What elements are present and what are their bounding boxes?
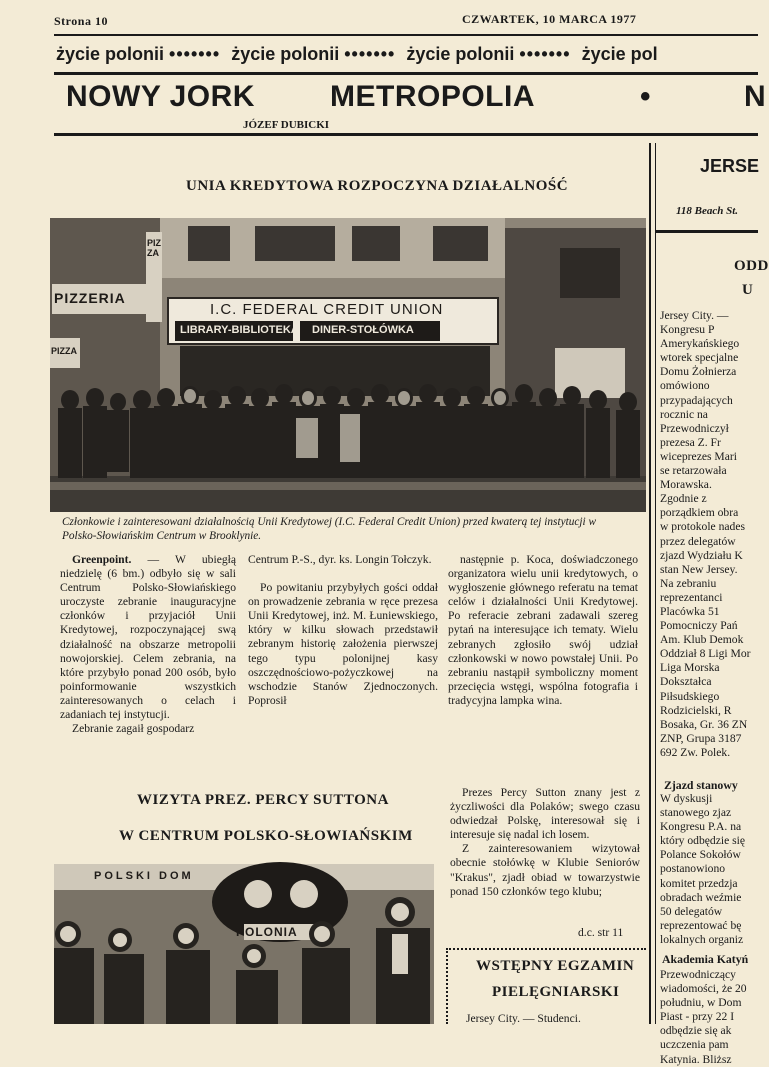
sidebar-line: wiceprezes Mari bbox=[660, 449, 737, 463]
sidebar-subhead-akademia: Akademia Katyń bbox=[662, 952, 749, 966]
article2-headline-line2: W CENTRUM POLSKO-SŁOWIAŃSKIM bbox=[119, 828, 413, 844]
article1-col2-text: Centrum P.-S., dyr. ks. Longin Tołczyk. bbox=[248, 553, 432, 566]
photo-caption: Członkowie i zainteresowani działalnością Unii Kredytowej (I.C. Federal Credit Union) przed kwaterą tej instytucji w Polsko-Słowiańskim Centrum w Brooklynie. bbox=[62, 516, 597, 542]
sidebar-line: stan New Jersey. bbox=[660, 562, 738, 576]
masthead-rule bbox=[54, 133, 758, 136]
sidebar-line: Przewodniczący bbox=[660, 968, 736, 981]
sidebar-line: omówiono bbox=[660, 379, 710, 393]
article1-col2-text2: Po powitaniu przybyłych gości oddał on prowadzenie zebrania w ręce prezesa Unii Kredytowej, inż. M. Łuniewskiego, który w kilku słowach przedstawił zebranym historię założenia pierwszej tego typu polonijnej kasy oszczędnościowo-pożyczkowej na wschodzie Stanów Zjednoczonych. Poprosił bbox=[248, 581, 438, 707]
sidebar-headline-line1: ODD bbox=[734, 258, 769, 274]
sidebar-line: lokalnych organiz bbox=[660, 932, 744, 946]
sidebar-line: Dokształca bbox=[660, 675, 712, 689]
article1-photo bbox=[50, 218, 646, 512]
sign-pizza-vertical: PIZZA bbox=[147, 238, 162, 258]
sidebar-line: reprezentować bę bbox=[660, 918, 742, 932]
sidebar-line: rocznic na bbox=[660, 407, 708, 421]
article1-col1-text2: Zebranie zagaił gospodarz bbox=[72, 722, 195, 736]
sidebar-line: odbędzie się ak bbox=[660, 1024, 732, 1038]
article1-col1-text: — W ubiegłą niedzielę (6 bm.) odbyło się w sali Centrum Polsko-Słowiańskiego uroczyste zebranie inauguracyjne członków i przyjaciół Unii Kredytowej, rozpoczynającej swą działalność na obszarze metropolii nowojorskiej. Celem zebrania, na które przybyło ponad 200 osób, było poinformowanie wszystkich zainteresowanych o celach i zadaniach tej instytucji. bbox=[60, 553, 236, 722]
sign-credit-union: I.C. FEDERAL CREDIT UNION bbox=[210, 301, 444, 318]
continued-note: d.c. str 11 bbox=[578, 926, 624, 939]
sidebar-line: 50 delegatów bbox=[660, 904, 723, 918]
storefront-image bbox=[50, 218, 646, 512]
masthead-bullet: • bbox=[640, 80, 652, 113]
sidebar-line: postanowiono bbox=[660, 862, 726, 876]
box-border-left bbox=[446, 948, 448, 1024]
banner-item: życie pol bbox=[581, 44, 658, 64]
sidebar-line: Katynia. Bliższ bbox=[660, 1052, 732, 1066]
sidebar-rule bbox=[656, 230, 758, 233]
box-border-top bbox=[446, 948, 646, 950]
sidebar-line: W dyskusji bbox=[660, 792, 713, 805]
byline: JÓZEF DUBICKI bbox=[243, 119, 330, 131]
article1-column-1 bbox=[60, 553, 236, 736]
sidebar-line: uczczenia pam bbox=[660, 1038, 729, 1052]
sidebar-line: obradach weźmie bbox=[660, 890, 742, 904]
sidebar-line: komitet przedzja bbox=[660, 876, 738, 890]
sidebar-line: przypadających bbox=[660, 393, 733, 407]
sidebar-line: przez delegatów bbox=[660, 534, 736, 548]
sidebar-line: Oddział 8 Ligi Mor bbox=[660, 647, 751, 661]
sidebar-line: który odbędzie się bbox=[660, 834, 745, 848]
sidebar-line: porządkiem obra bbox=[660, 506, 739, 520]
sidebar-line: Na zebraniu bbox=[660, 576, 717, 590]
sidebar-line: Domu Żołnierza bbox=[660, 365, 737, 379]
banner-item: życie polonii bbox=[56, 44, 165, 64]
sign-polonia: POLONIA bbox=[236, 925, 298, 939]
sidebar-line: Morawska. bbox=[660, 478, 712, 492]
article3-headline-line1: WSTĘPNY EGZAMIN bbox=[476, 958, 635, 974]
sign-pizzeria: PIZZERIA bbox=[54, 290, 126, 306]
masthead-left: NOWY JORK bbox=[66, 80, 255, 113]
sidebar-subhead-zjazd: Zjazd stanowy bbox=[664, 778, 738, 792]
article2-text2: Z zainteresowaniem wizytował obecnie stołówkę w Klubie Seniorów "Krakus", zjadł obiad w towarzystwie ponad 150 członków tego klubu; bbox=[450, 842, 640, 898]
article1-column-3 bbox=[448, 553, 638, 708]
column-divider bbox=[649, 143, 651, 1024]
sidebar-address: 118 Beach St. bbox=[676, 205, 739, 217]
article2-text: Prezes Percy Sutton znany jest z życzliwości dla Polaków; swego czasu odwiedzał Polskę, interesował się i interesuje się nadal ich losem. bbox=[450, 786, 640, 842]
sidebar-line: prezesa Z. Fr bbox=[660, 435, 721, 449]
sidebar-line: Pomocniczy Pań bbox=[660, 619, 738, 633]
sidebar-line: wtorek specjalne bbox=[660, 351, 739, 365]
sidebar-headline-line2: U bbox=[742, 282, 754, 298]
sidebar-line: Placówka 51 bbox=[660, 604, 720, 618]
header-rule bbox=[54, 34, 758, 36]
sidebar-line: Jersey City. — bbox=[660, 309, 729, 322]
sidebar-column bbox=[660, 309, 758, 760]
sidebar-line: w protokole nades bbox=[660, 520, 746, 534]
sidebar-line: Polance Sokołów bbox=[660, 848, 741, 862]
reception-image bbox=[54, 864, 434, 1024]
banner-item: życie polonii bbox=[406, 44, 515, 64]
sidebar-line: Zgodnie z bbox=[660, 492, 707, 506]
dateline: Greenpoint. bbox=[72, 553, 132, 566]
sidebar-line: Bosaka, Gr. 36 ZN bbox=[660, 717, 748, 731]
sidebar-line: Am. Klub Demok bbox=[660, 633, 744, 647]
article3-text: Jersey City. — Studenci. bbox=[466, 1012, 581, 1025]
sidebar-line: Przewodniczył bbox=[660, 421, 729, 435]
sidebar-line: se retarzowała bbox=[660, 464, 727, 478]
page-number: Strona 10 bbox=[54, 14, 108, 28]
banner-dots: ••••••• bbox=[519, 44, 571, 64]
sidebar-line: Amerykańskiego bbox=[660, 337, 740, 351]
sidebar-line: Kongresu P bbox=[660, 323, 715, 337]
sidebar-column-3 bbox=[660, 968, 758, 1067]
banner-item: życie polonii bbox=[231, 44, 340, 64]
masthead-center: METROPOLIA bbox=[330, 80, 535, 113]
article2-headline-line1: WIZYTA PREZ. PERCY SUTTONA bbox=[137, 792, 389, 808]
sidebar-line: wiadomości, że 20 bbox=[660, 982, 747, 996]
sidebar-line: Piłsudskiego bbox=[660, 689, 720, 703]
sidebar-line: 692 Zw. Polek. bbox=[660, 745, 731, 759]
banner-dots: ••••••• bbox=[169, 44, 221, 64]
banner-dots: ••••••• bbox=[344, 44, 396, 64]
article1-column-2 bbox=[248, 553, 438, 708]
article2-photo bbox=[54, 864, 434, 1024]
masthead-edge: N bbox=[744, 80, 767, 113]
sidebar-line: Liga Morska bbox=[660, 661, 720, 675]
article1-col3-text: następnie p. Koca, doświadczonego organizatora wielu unii kredytowych, o wygłoszenie głównego referatu na temat celów i działalności Unii Kredytowej. Po referacie zebrani zadawali szereg pytań na interesujące ich tematy. Wielu zebranych zgłosiło swój udział członkowski w nowo powstałej Unii. Po zebraniu nastąpił symboliczny moment przecięcia wstęgi, wspólna fotografia i tradycyjna lampka wina. bbox=[448, 553, 638, 707]
issue-date: CZWARTEK, 10 MARCA 1977 bbox=[462, 12, 637, 26]
article2-column bbox=[450, 786, 640, 899]
article3-headline-line2: PIELĘGNIARSKI bbox=[492, 984, 620, 1000]
column-divider bbox=[655, 143, 656, 1024]
sidebar-line: zjazd Wydziału K bbox=[660, 548, 743, 562]
sidebar-column-2 bbox=[660, 792, 758, 947]
article1-headline: UNIA KREDYTOWA ROZPOCZYNA DZIAŁALNOŚĆ bbox=[186, 178, 569, 194]
banner-rule bbox=[54, 72, 758, 75]
sidebar-line: Kongresu P.A. na bbox=[660, 820, 742, 834]
sign-diner: DINER-STOŁÓWKA bbox=[312, 324, 414, 336]
sidebar-title: JERSE bbox=[700, 156, 760, 176]
sign-library: LIBRARY-BIBLIOTEKA bbox=[180, 324, 299, 336]
sidebar-line: południu, w Dom bbox=[660, 996, 742, 1010]
sidebar-line: Piast - przy 22 I bbox=[660, 1010, 735, 1024]
section-banner bbox=[56, 44, 658, 65]
sign-pizza-small: PIZZA bbox=[51, 346, 77, 356]
sidebar-line: ZNP, Grupa 3187 bbox=[660, 731, 742, 745]
sidebar-line: stanowego zjaz bbox=[660, 806, 732, 820]
sidebar-line: Rodzicielski, R bbox=[660, 703, 732, 717]
sidebar-line: reprezentanci bbox=[660, 590, 723, 604]
sign-polski-dom: POLSKI DOM bbox=[94, 870, 194, 882]
